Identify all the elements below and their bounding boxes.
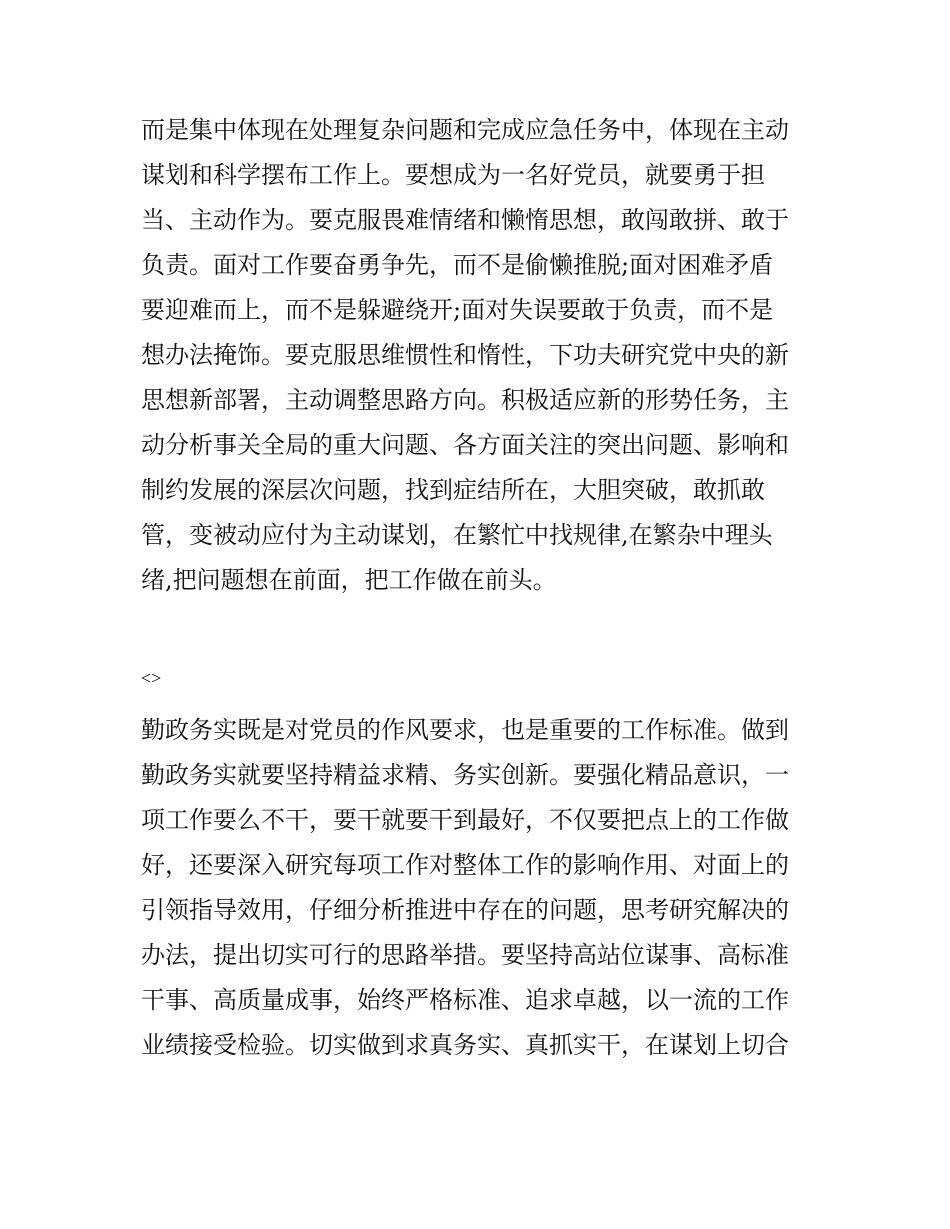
paragraph-line: 要迎难而上，而不是躲避绕开;面对失误要敢于负责，而不是 <box>141 296 774 324</box>
paragraph-line: 绪,把问题想在前面，把工作做在前头。 <box>141 566 557 594</box>
paragraph-line: 当、主动作为。要克服畏难情绪和懒惰思想，敢闯敢拼、敢于 <box>141 206 789 234</box>
paragraph-line: 负责。面对工作要奋勇争先，而不是偷懒推脱;面对困难矛盾 <box>141 251 774 279</box>
paragraph-line: 勤政务实就要坚持精益求精、务实创新。要强化精品意识，一 <box>141 761 789 789</box>
paragraph-line: 项工作要么不干，要干就要干到最好，不仅要把点上的工作做 <box>141 806 789 834</box>
paragraph-line: 而是集中体现在处理复杂问题和完成应急任务中，体现在主动 <box>141 116 789 144</box>
paragraph-line: 勤政务实既是对党员的作风要求，也是重要的工作标准。做到 <box>141 716 789 744</box>
paragraph-line: 好，还要深入研究每项工作对整体工作的影响作用、对面上的 <box>141 851 789 879</box>
paragraph-line: 引领指导效用，仔细分析推进中存在的问题，思考研究解决的 <box>141 896 789 924</box>
paragraph-line: 思想新部署，主动调整思路方向。积极适应新的形势任务，主 <box>141 386 789 414</box>
paragraph-line: 谋划和科学摆布工作上。要想成为一名好党员，就要勇于担 <box>141 161 765 189</box>
paragraph-line: 管，变被动应付为主动谋划，在繁忙中找规律,在繁杂中理头 <box>141 521 773 549</box>
paragraph-line: 动分析事关全局的重大问题、各方面关注的突出问题、影响和 <box>141 431 789 459</box>
paragraph-line: 制约发展的深层次问题，找到症结所在，大胆突破，敢抓敢 <box>141 476 765 504</box>
paragraph-line: 办法，提出切实可行的思路举措。要坚持高站位谋事、高标准 <box>141 941 789 969</box>
paragraph-line: 干事、高质量成事，始终严格标准、追求卓越，以一流的工作 <box>141 986 789 1014</box>
section-marker: <> <box>141 668 162 688</box>
paragraph-line: 业绩接受检验。切实做到求真务实、真抓实干，在谋划上切合 <box>141 1031 789 1059</box>
paragraph-line: 想办法掩饰。要克服思维惯性和惰性，下功夫研究党中央的新 <box>141 341 789 369</box>
